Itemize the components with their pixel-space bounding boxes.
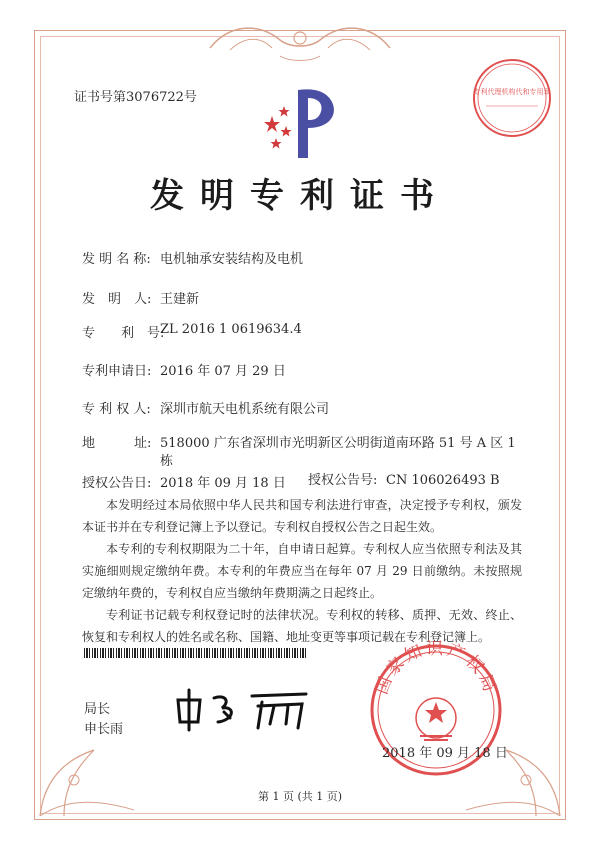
grant-number: CN 106026493 B <box>386 473 500 488</box>
body-paragraph-2: 本专利的专利权期限为二十年，自申请日起算。专利权人应当依照专利法及其实施细则规定缴纳年费。本专利的年费应当在每年 07 月 29 日前缴纳。未按照规定缴纳年费的，专利权自应当缴纳年费期满之日起终止。 <box>82 542 522 600</box>
filing-date: 2016 年 07 月 29 日 <box>160 364 286 379</box>
seal-date: 2018 年 09 月 18 日 <box>382 746 508 761</box>
svg-text:国家知识产权局: 国家知识产权局 <box>371 640 501 698</box>
grant-date: 2018 年 09 月 18 日 <box>160 476 286 491</box>
director-title: 局长 <box>84 702 111 717</box>
grant-number-label: 授权公告号: <box>308 473 378 488</box>
inventor-label: 发 明 人: <box>82 292 152 307</box>
certificate-title: 发明专利证书 <box>150 176 450 216</box>
svg-text:专利代理机构代和专用章: 专利代理机构代和专用章 <box>473 88 551 96</box>
body-paragraph-1: 本发明经过本局依照中华人民共和国专利法进行审查，决定授予专利权，颁发本证书并在专利登记簿上予以登记。专利权自授权公告之日起生效。 <box>82 498 522 534</box>
address-label: 地 址: <box>82 436 152 451</box>
address-line-2: 栋 <box>160 454 174 469</box>
barcode <box>84 648 306 658</box>
inventor: 王建新 <box>160 292 200 307</box>
invention-name-label: 发 明 名 称: <box>82 252 151 267</box>
patent-number: ZL 2016 1 0619634.4 <box>160 322 302 337</box>
page-footer: 第 1 页 (共 1 页) <box>257 790 343 803</box>
top-ornament-icon <box>200 18 400 64</box>
handwritten-signature-icon <box>170 684 320 734</box>
agency-stamp-icon <box>470 56 554 140</box>
body-paragraph-3: 专利证书记载专利权登记时的法律状况。专利权的转移、质押、无效、终止、恢复和专利权人的姓名或名称、国籍、地址变更等事项记载在专利登记簿上。 <box>82 608 522 644</box>
patentee: 深圳市航天电机系统有限公司 <box>160 402 330 417</box>
certificate-number: 证书号第3076722号 <box>74 90 197 105</box>
filing-date-label: 专利申请日: <box>82 364 152 379</box>
invention-name: 电机轴承安装结构及电机 <box>160 252 304 267</box>
address-line-1: 518000 广东省深圳市光明新区公明街道南环路 51 号 A 区 1 <box>160 436 516 451</box>
grant-date-label: 授权公告日: <box>82 476 152 491</box>
patent-number-label: 专 利 号: <box>82 326 165 341</box>
director-name: 申长雨 <box>84 722 124 737</box>
patentee-label: 专 利 权 人: <box>82 402 151 417</box>
patent-office-logo-icon <box>258 84 342 160</box>
